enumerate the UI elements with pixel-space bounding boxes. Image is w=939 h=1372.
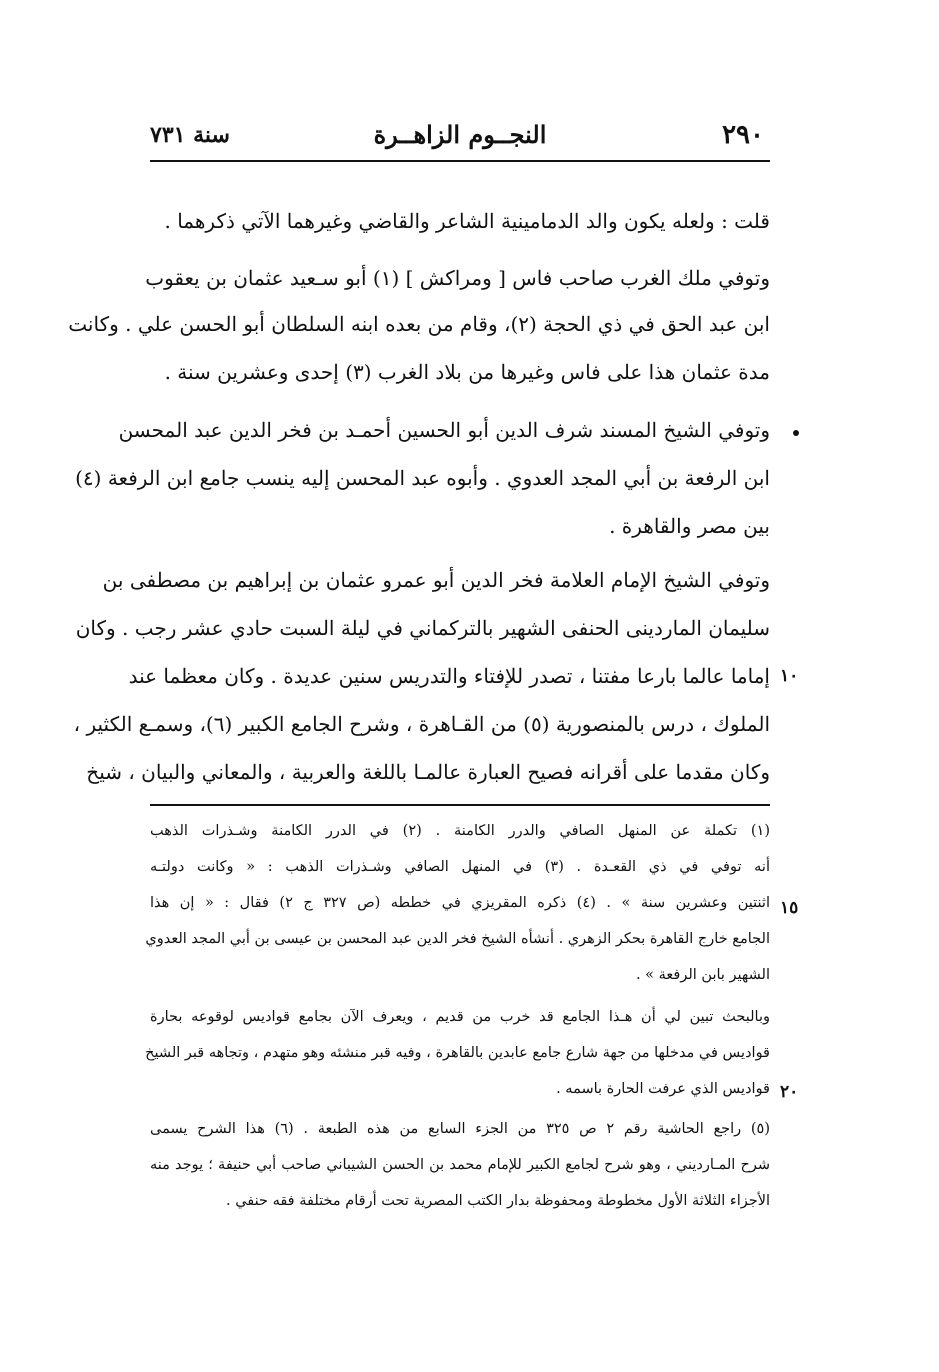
body-line: سليمان الماردينى الحنفى الشهير بالتركماني في ليلة السبت حادي عشر رجب . وكان xyxy=(75,616,770,640)
footnote-divider xyxy=(150,804,770,806)
body-line: إماما عالما بارعا مفتنا ، تصدر للإفتاء والتدريس سنين عديدة . وكان معظما عند xyxy=(128,664,770,688)
footnote-line: وبالبحث تبين لي أن هـذا الجامع قد خرب من قديم ، ويعرف الآن بجامع قواديس لوقوعه بحارة xyxy=(150,1009,770,1025)
body-line: وتوفي الشيخ الإمام العلامة فخر الدين أبو عمرو عثمان بن إبراهيم بن مصطفى بن xyxy=(102,568,770,592)
header-divider xyxy=(150,160,770,162)
footnote-line: أنه توفي في ذي القعـدة . (٣) في المنهل الصافي وشـذرات الذهب : « وكانت دولتـه xyxy=(150,859,770,875)
book-title: النجــوم الزاهــرة xyxy=(373,120,547,149)
body-line: الملوك ، درس بالمنصورية (٥) من القـاهرة ، وشرح الجامع الكبير (٦)، وسمـع الكثير ، xyxy=(73,712,770,736)
footnote-line: (١) تكملة عن المنهل الصافي والدرر الكامنة . (٢) في الدرر الكامنة وشـذرات الذهب xyxy=(150,823,770,839)
footnote-line: قواديس في مدخلها من جهة شارع جامع عابدين بالقاهرة ، وفيه قبر منشئه وهو متهدم ، وتجاهه قبر الشيخ xyxy=(145,1045,770,1061)
footnote-line: قواديس الذي عرفت الحارة باسمه . xyxy=(556,1081,770,1097)
body-line: بين مصر والقاهرة . xyxy=(609,514,770,538)
line-number: ١٥ xyxy=(780,898,799,918)
body-line: قلت : ولعله يكون والد الدمامينية الشاعر والقاضي وغيرهما الآتي ذكرهما . xyxy=(164,209,770,233)
body-line: وتوفي الشيخ المسند شرف الدين أبو الحسين أحمـد بن فخر الدين عبد المحسن xyxy=(118,418,770,442)
footnote-line: الجامع خارج القاهرة بحكر الزهري . أنشأه الشيخ فخر الدين عبد المحسن بن عيسى بن أبي المجد العدوي xyxy=(145,931,770,947)
footnote-line: شرح المـارديني ، وهو شرح لجامع الكبير للإمام محمد بن الحسن الشيباني صاحب أبي حنيفة ؛ يوجد منه xyxy=(150,1157,770,1173)
footnote-line: (٥) راجع الحاشية رقم ٢ ص ٣٢٥ من الجزء السابع من هذه الطبعة . (٦) هذا الشرح يسمى xyxy=(150,1121,770,1137)
footnote-line: اثنتين وعشرين سنة » . (٤) ذكره المقريزي في خططه (ص ٣٢٧ ج ٢) فقال : « إن هذا xyxy=(150,895,770,911)
body-line: وتوفي ملك الغرب صاحب فاس [ ومراكش ] (١) أبو سـعيد عثمان بن يعقوب xyxy=(145,266,770,290)
body-line: ابن عبد الحق في ذي الحجة (٢)، وقام من بعده ابنه السلطان أبو الحسن علي . وكانت xyxy=(68,312,770,336)
footnote-line: الشهير بابن الرفعة » . xyxy=(635,967,770,983)
running-header xyxy=(150,120,770,160)
body-line: ابن الرفعة بن أبي المجد العدوي . وأبوه عبد المحسن إليه ينسب جامع ابن الرفعة (٤) xyxy=(75,466,770,490)
hijri-year: سنة ٧٣١ xyxy=(150,122,230,148)
margin-marker xyxy=(793,430,799,436)
footnote-line: الأجزاء الثلاثة الأول مخطوطة ومحفوظة بدار الكتب المصرية تحت أرقام مختلفة فقه حنفي . xyxy=(225,1193,770,1209)
line-number: ٢٠ xyxy=(780,1082,799,1102)
body-line: وكان مقدما على أقرانه فصيح العبارة عالمـا باللغة والعربية ، والمعاني والبيان ، شيخ xyxy=(86,760,770,784)
line-number: ١٠ xyxy=(780,666,799,686)
page-number: ٢٩٠ xyxy=(722,120,764,150)
body-line: مدة عثمان هذا على فاس وغيرها من بلاد الغرب (٣) إحدى وعشرين سنة . xyxy=(164,360,770,384)
